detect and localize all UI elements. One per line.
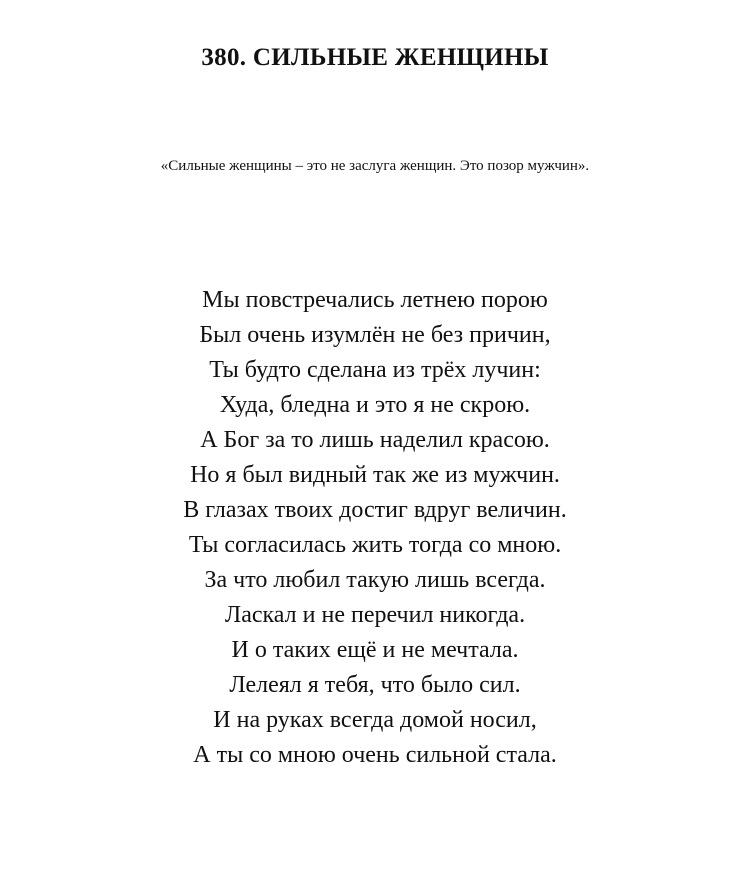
poem-line: Ласкал и не перечил никогда. xyxy=(224,602,526,628)
poem-line: Мы повстречались летнею порою xyxy=(202,287,548,313)
poem-line: А ты со мною очень сильной стала. xyxy=(193,742,557,768)
poem-line: В глазах твоих достиг вдруг величин. xyxy=(183,497,567,523)
poem-line: Был очень изумлён не без причин, xyxy=(199,322,551,348)
poem-body xyxy=(0,283,750,773)
poem-line: Но я был видный так же из мужчин. xyxy=(190,462,560,488)
poem-line: Ты будто сделана из трёх лучин: xyxy=(209,357,541,383)
poem-line: Ты согласилась жить тогда со мною. xyxy=(188,532,562,558)
poem-line: И о таких ещё и не мечтала. xyxy=(231,637,519,663)
poem-line: За что любил такую лишь всегда. xyxy=(204,567,546,593)
poem-title: 380. СИЛЬНЫЕ ЖЕНЩИНЫ xyxy=(201,44,549,71)
poem-line: Лелеял я тебя, что было сил. xyxy=(229,672,521,698)
poem-line: А Бог за то лишь наделил красою. xyxy=(200,427,550,453)
epigraph: «Сильные женщины – это не заслуга женщин. Это позор мужчин». xyxy=(160,158,590,174)
poem-line: И на руках всегда домой носил, xyxy=(213,707,537,733)
poem-line: Худа, бледна и это я не скрою. xyxy=(219,392,531,418)
